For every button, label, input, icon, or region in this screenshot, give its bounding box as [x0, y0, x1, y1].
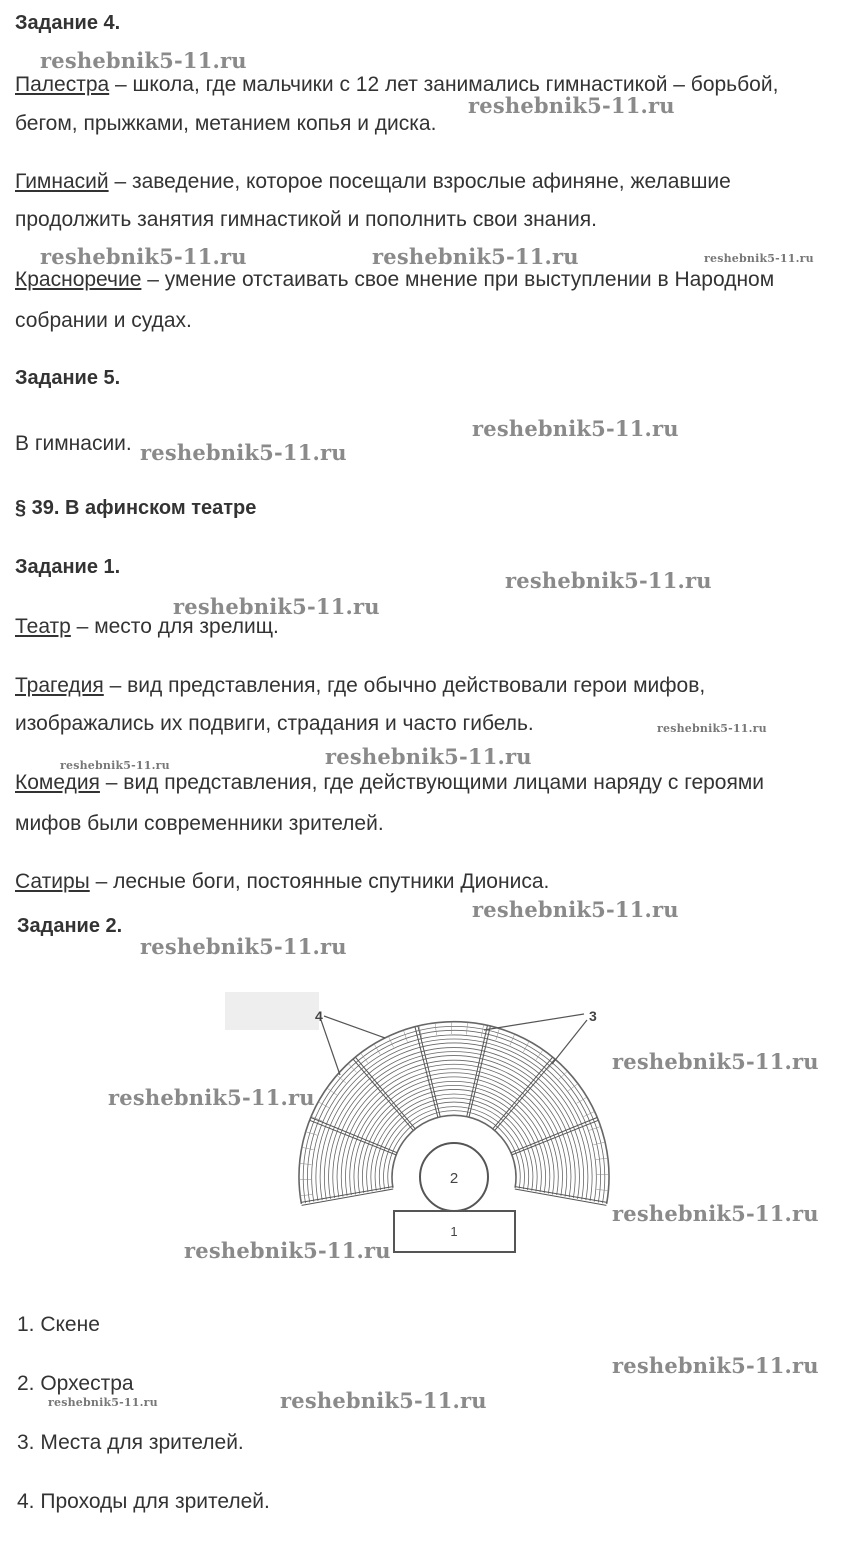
theatre-diagram: [222, 990, 632, 1260]
pointer-arrows: [321, 1014, 587, 1075]
faded-remnant: [225, 992, 319, 1030]
aisle-line: [515, 1189, 607, 1205]
seat-tick: [481, 1025, 483, 1037]
skene-label: 1: [450, 1224, 458, 1239]
task2-heading: Задание 2.: [17, 915, 123, 937]
term-palestra: Палестра: [15, 73, 110, 96]
seat-tick: [300, 1194, 312, 1196]
seat-tick: [302, 1147, 314, 1149]
answer-aisles: 4. Проходы для зрителей.: [17, 1490, 270, 1513]
definition-continuation: изображались их подвиги, страдания и часто гибель.: [15, 712, 534, 735]
watermark: reshebnik5-11.ru: [184, 1238, 391, 1263]
task5-heading: Задание 5.: [15, 367, 121, 389]
watermark: reshebnik5-11.ru: [372, 244, 579, 269]
watermark: reshebnik5-11.ru: [40, 48, 247, 73]
watermark: reshebnik5-11.ru: [612, 1201, 819, 1226]
seat-tick: [496, 1029, 500, 1040]
arrow-line: [321, 1020, 340, 1075]
definition-tragedy: [15, 674, 705, 698]
definition-text: – умение отстаивать свое мнение при выступлении в Народном: [141, 268, 775, 291]
term-comedy: Комедия: [15, 771, 100, 794]
definition-text: – лесные боги, постоянные спутники Диониса.: [89, 870, 550, 893]
definition-comedy: [15, 771, 764, 795]
seat-tick: [300, 1164, 312, 1165]
watermark: reshebnik5-11.ru: [704, 252, 814, 265]
answer-orchestra: 2. Орхестра: [17, 1372, 134, 1395]
definition-continuation: собрании и судах.: [15, 309, 192, 332]
definition-gymnasium: [15, 170, 731, 194]
watermark: reshebnik5-11.ru: [108, 1085, 315, 1110]
definition-text: – место для зрелищ.: [70, 615, 279, 638]
task5-answer: В гимнасии.: [15, 432, 132, 455]
aisle-line: [301, 1187, 393, 1203]
watermark: reshebnik5-11.ru: [657, 722, 767, 735]
answer-seats: 3. Места для зрителей.: [17, 1431, 244, 1454]
definition-continuation: бегом, прыжками, метанием копья и диска.: [15, 112, 437, 135]
seat-tick: [589, 1127, 600, 1131]
definition-eloquence: [15, 268, 774, 292]
watermark: reshebnik5-11.ru: [325, 744, 532, 769]
orchestra-label: 2: [449, 1170, 459, 1187]
watermark: reshebnik5-11.ru: [140, 934, 347, 959]
watermark: reshebnik5-11.ru: [48, 1396, 158, 1409]
seat-tick: [596, 1158, 608, 1160]
watermark: reshebnik5-11.ru: [612, 1353, 819, 1378]
seat-tick: [435, 1023, 437, 1035]
definition-continuation: продолжить занятия гимнастикой и пополнить свои знания.: [15, 208, 597, 231]
arrow-line: [324, 1016, 385, 1038]
seat-tick: [597, 1190, 609, 1191]
task1-heading: Задание 1.: [15, 556, 121, 578]
term-satyrs: Сатиры: [15, 870, 90, 893]
aisle-line: [493, 1057, 553, 1128]
aisle-line: [302, 1189, 394, 1205]
watermark: reshebnik5-11.ru: [40, 244, 247, 269]
aisle-line: [356, 1057, 416, 1128]
watermark: reshebnik5-11.ru: [173, 594, 380, 619]
answer-skene: 1. Скене: [17, 1313, 100, 1336]
section-title: § 39. В афинском театре: [15, 497, 257, 519]
watermark: reshebnik5-11.ru: [60, 759, 170, 772]
term-theatre: Театр: [15, 615, 71, 638]
definition-text: – школа, где мальчики с 12 лет занимались гимнастикой – борьбой,: [109, 73, 779, 96]
watermark: reshebnik5-11.ru: [280, 1388, 487, 1413]
term-tragedy: Трагедия: [15, 674, 104, 697]
aisle-line: [515, 1187, 607, 1203]
seat-tick: [593, 1142, 605, 1145]
seat-tick: [404, 1030, 408, 1041]
term-gymnasium: Гимнасий: [15, 170, 109, 193]
arrow-line: [484, 1014, 584, 1030]
watermark: reshebnik5-11.ru: [468, 93, 675, 118]
seat-tick: [467, 1023, 468, 1035]
arrow-line: [552, 1020, 587, 1064]
watermark: reshebnik5-11.ru: [472, 416, 679, 441]
watermark: reshebnik5-11.ru: [505, 568, 712, 593]
aisles-label: 4: [315, 1008, 323, 1024]
seat-tick: [306, 1132, 317, 1136]
watermark: reshebnik5-11.ru: [140, 440, 347, 465]
watermark: reshebnik5-11.ru: [472, 897, 679, 922]
definition-text: – вид представления, где обычно действовали герои мифов,: [103, 674, 706, 697]
definition-text: – заведение, которое посещали взрослые афиняне, желавшие: [108, 170, 731, 193]
definition-satyrs: [15, 870, 549, 894]
task4-heading: Задание 4.: [15, 12, 121, 34]
aisle-line: [467, 1026, 488, 1117]
term-eloquence: Красноречие: [15, 268, 142, 291]
definition-continuation: мифов были современники зрителей.: [15, 812, 384, 835]
watermark: reshebnik5-11.ru: [612, 1049, 819, 1074]
definition-text: – вид представления, где действующими лицами наряду с героями: [99, 771, 765, 794]
seat-tick: [510, 1034, 515, 1045]
seats-label: 3: [589, 1008, 597, 1024]
